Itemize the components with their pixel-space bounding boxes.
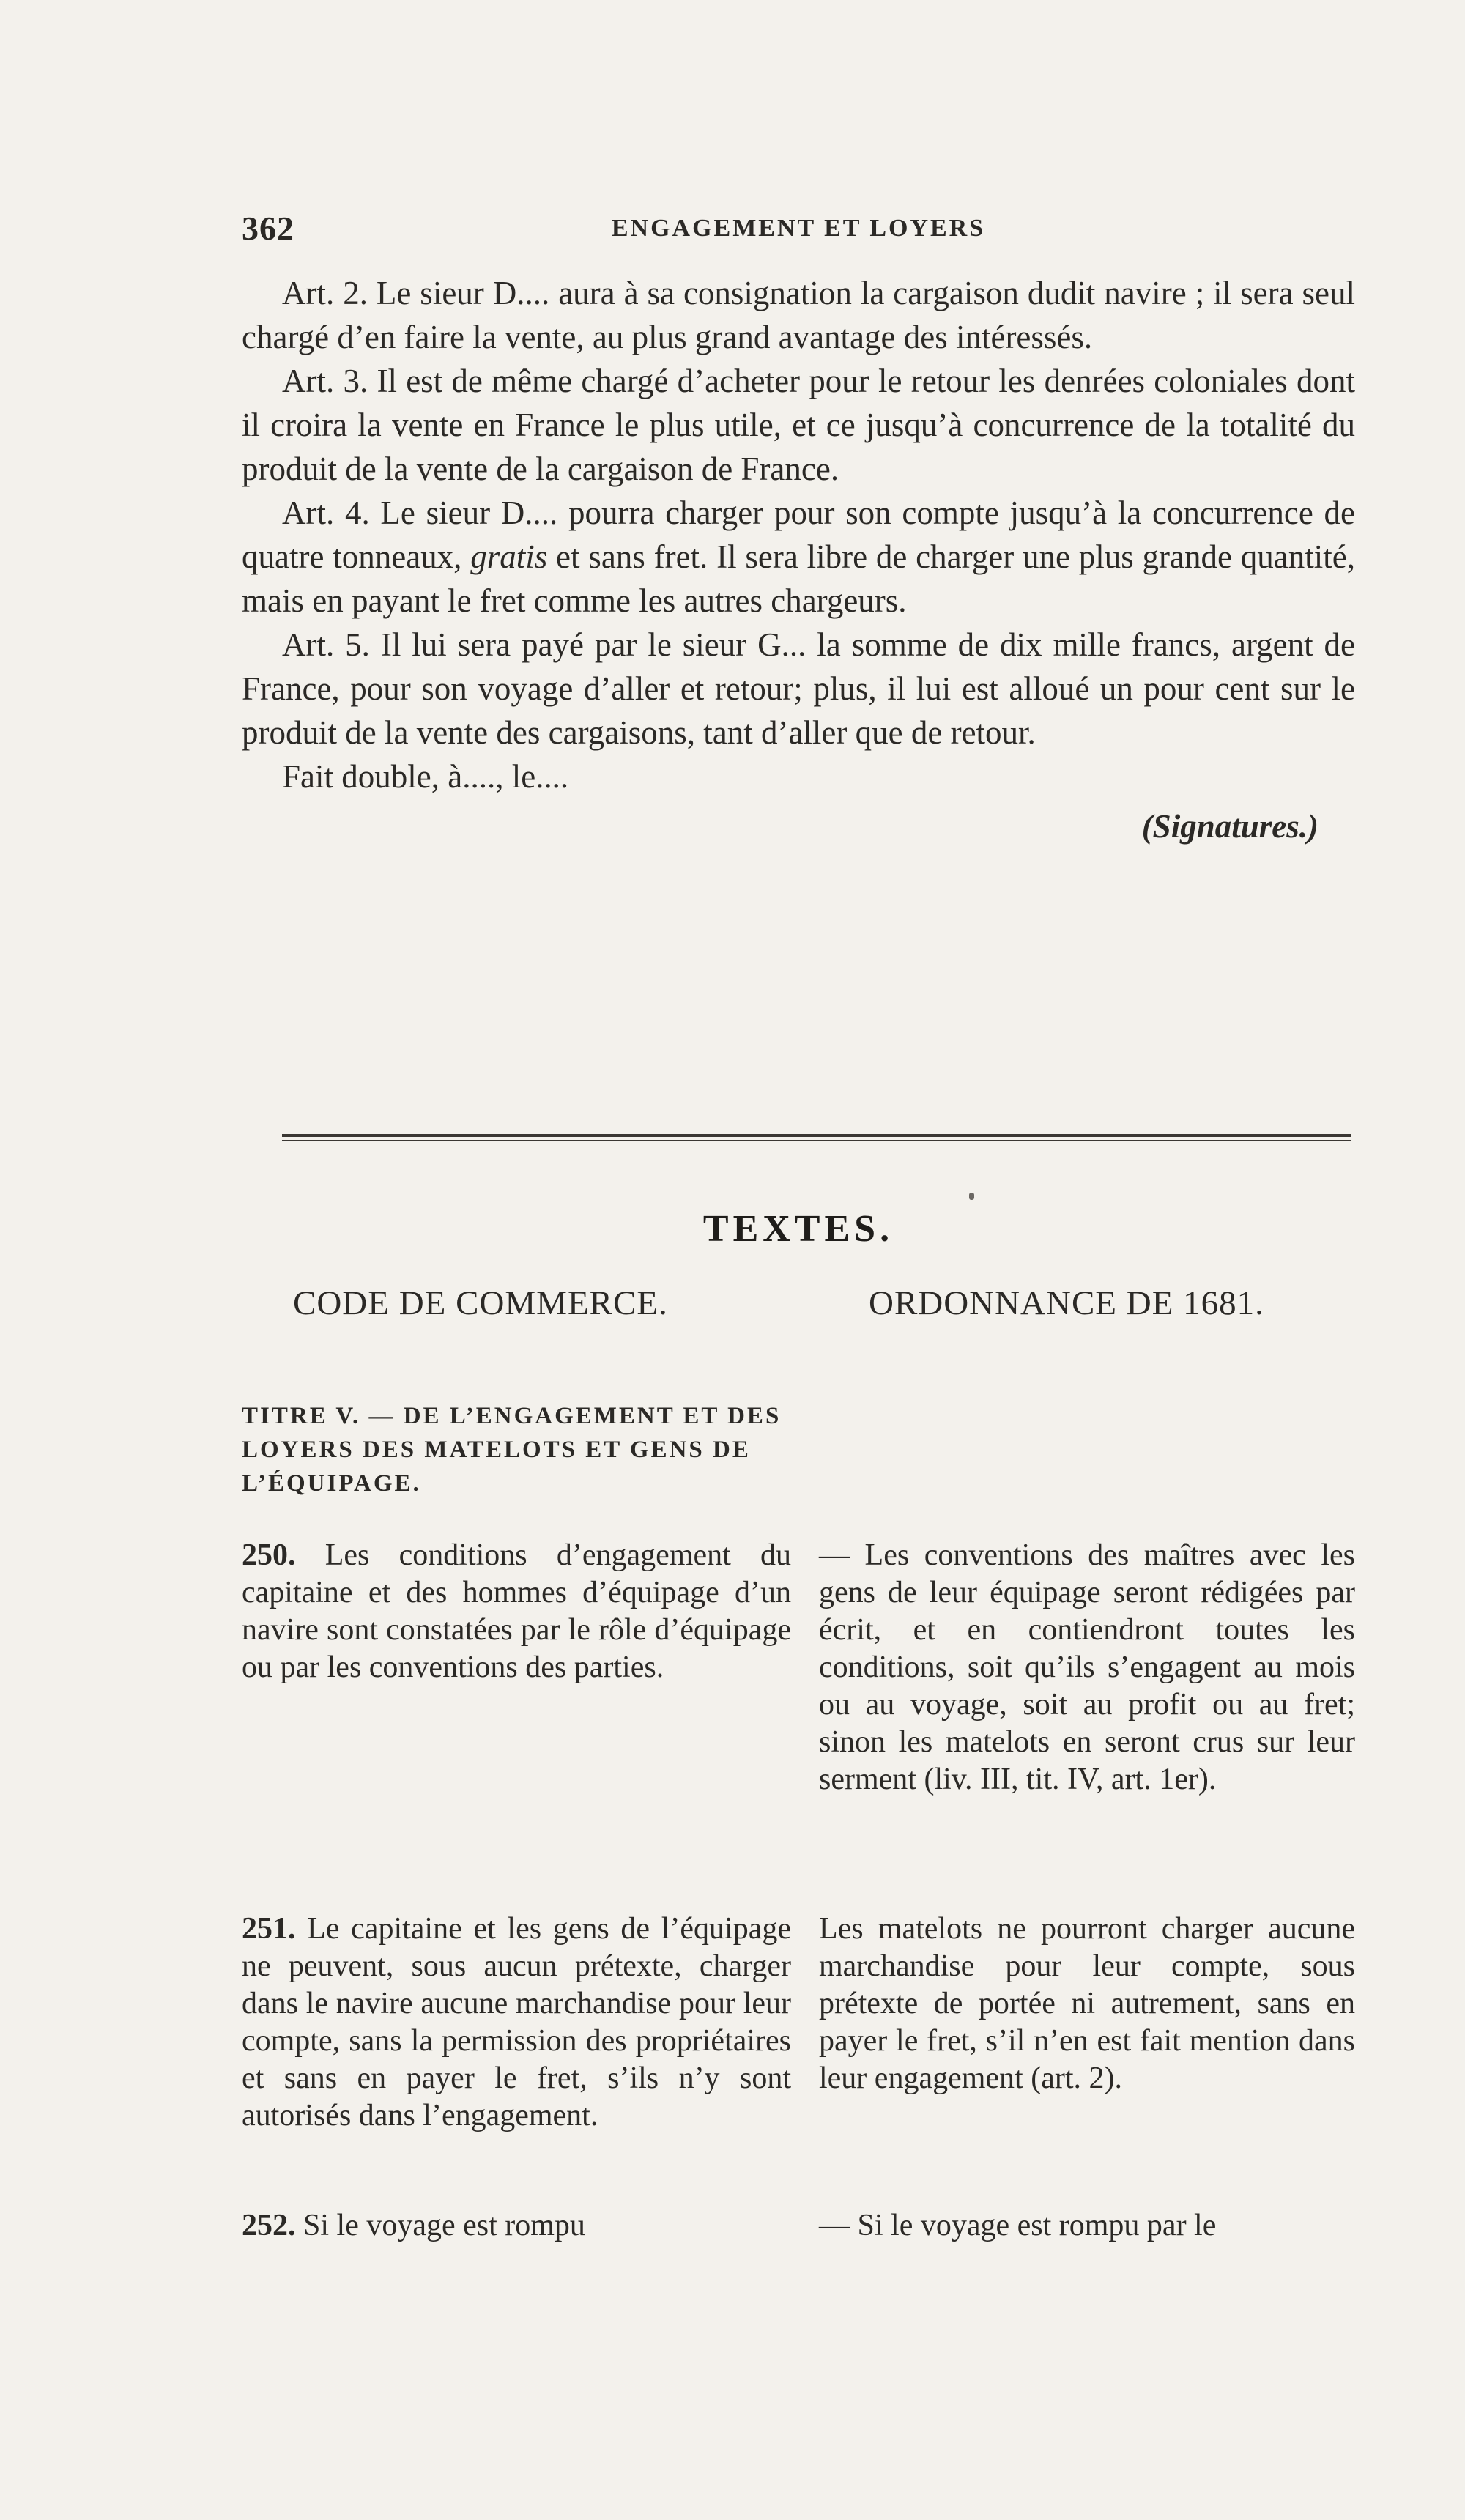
left-column-heading: CODE DE COMMERCE. bbox=[293, 1284, 668, 1322]
article-number: 250. bbox=[242, 1538, 296, 1572]
page-number: 362 bbox=[242, 210, 294, 247]
page-header bbox=[242, 209, 1355, 253]
signatures: (Signatures.) bbox=[1141, 808, 1318, 845]
article-4-before: Art. 4. Le sieur D.... pourra charger pour son compte jusqu’à la concurrence de quatre tonneaux, bbox=[242, 494, 1355, 575]
article-4 bbox=[242, 491, 1355, 623]
section-rule-thin bbox=[282, 1140, 1351, 1141]
section-rule-thick bbox=[282, 1134, 1351, 1137]
ink-dot bbox=[969, 1193, 974, 1200]
article-4-after: et sans fret. Il sera libre de charger une plus grande quantité, mais en payant le fret comme les autres chargeurs. bbox=[242, 538, 1355, 619]
article-250 bbox=[242, 1537, 791, 1686]
closing-line: Fait double, à...., le.... bbox=[282, 758, 569, 795]
ordonnance-paragraph-3: — Si le voyage est rompu par le bbox=[819, 2209, 1217, 2242]
article-2: Art. 2. Le sieur D.... aura à sa consignation la cargaison dudit navire ; il sera seul chargé d’en faire la vente, au plus grand avantage des intéressés. bbox=[242, 275, 1355, 355]
article-3: Art. 3. Il est de même chargé d’acheter pour le retour les denrées coloniales dont il croira la vente en France le plus utile, et ce jusqu’à concurrence de la totalité du produit de la vente de la cargaison de France. bbox=[242, 363, 1355, 487]
article-4-italic: gratis bbox=[470, 538, 548, 575]
article-number: 251. bbox=[242, 1912, 296, 1946]
article-5: Art. 5. Il lui sera payé par le sieur G... la somme de dix mille francs, argent de France, pour son voyage d’aller et retour; plus, il lui est alloué un pour cent sur le produit de la vente des cargaisons, tant d’aller que de retour. bbox=[242, 626, 1355, 751]
article-text: Le capitaine et les gens de l’équipage ne peuvent, sous aucun prétexte, charger dans le navire aucune marchandise pour leur compte, sans la permission des propriétaires et sans en payer le fret, s’ils n’y sont autorisés dans l’engagement. bbox=[242, 1912, 791, 2132]
ordonnance-paragraph-2: Les matelots ne pourront charger aucune marchandise pour leur compte, sous prétexte de portée ni autrement, sans en payer le fret, s’il n’en est fait mention dans leur engagement (art. 2). bbox=[819, 1912, 1355, 2095]
article-251 bbox=[242, 1911, 791, 2135]
article-number: 252. bbox=[242, 2209, 296, 2242]
article-text: Si le voyage est rompu bbox=[295, 2209, 585, 2242]
right-column-heading: ORDONNANCE DE 1681. bbox=[869, 1284, 1264, 1322]
contract-articles bbox=[242, 271, 1355, 848]
article-text: Les conditions d’engagement du capitaine et des hommes d’équipage d’un navire sont constatées par le rôle d’équipage ou par les conventions des parties. bbox=[242, 1538, 791, 1684]
titre-heading: TITRE V. — DE L’ENGAGEMENT ET DES LOYERS DES MATELOTS ET GENS DE L’ÉQUIPAGE. bbox=[242, 1403, 782, 1497]
section-title: TEXTES. bbox=[702, 1208, 894, 1250]
running-title: ENGAGEMENT ET LOYERS bbox=[611, 215, 986, 242]
article-252 bbox=[242, 2207, 791, 2245]
ordonnance-paragraph-1: — Les conventions des maîtres avec les gens de leur équipage seront rédigées par écrit, et en contiendront toutes les conditions, soit qu’ils s’engagent au mois ou au voyage, soit au profit ou au fret; sinon les matelots en seront crus sur leur serment (liv. III, tit. IV, art. 1er). bbox=[819, 1538, 1355, 1796]
